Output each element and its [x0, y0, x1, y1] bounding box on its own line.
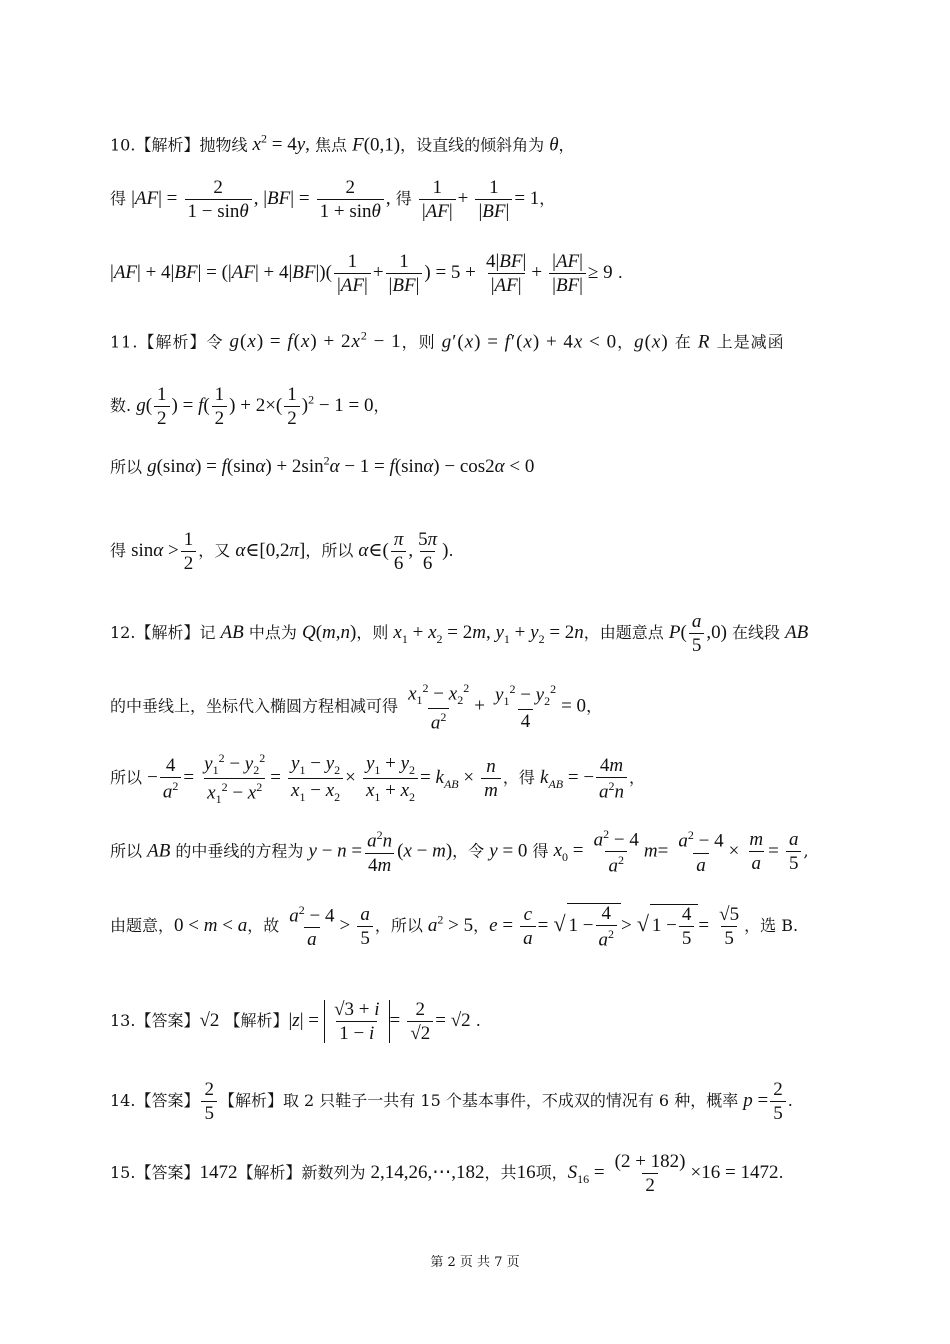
solution-10-line-2: 得 |AF| = $\frac{2}{1 - \sin\theta}$ , |BF| = $\frac{2}{1 + \sin\theta}$ , 得 $\frac{1}{|AF|}$ + $\frac{1}{|BF|}$ = 1， — [110, 177, 556, 222]
solution-11-line-2: 数. g( $\frac{1}{2}$ ) = f( $\frac{1}{2}$ ) + 2×( $\frac{1}{2}$ )$^2$ − 1 = 0， — [110, 384, 390, 429]
solution-12-line-3: 所以 − $\frac{4}{a^2}$ = $\frac{y_1^2 - y_2^2}{x_1^2 - x^2}$ = $\frac{y_1 - y_2}{x_1 - x_2}$ × $\frac{y_1 + y_2}{x_1 + x_2}$ = $k_{AB}$ × $\frac{n}{m}$ ，得 $k_{AB}$ = − $\frac{4m}{a^2n}$ ， — [110, 751, 646, 807]
solution-12-line-2: 的中垂线上，坐标代入椭圆方程相减可得 $\frac{x_1^2 - x_2^2}{a^2}$ + $\frac{y_1^2 - y_2^2}{4}$ = 0， — [110, 681, 603, 734]
answer-13: 13.【答案】√2 【解析】|z| = $\frac{√3 + i}{1 - i}$ = $\frac{2}{√2}$ = √2 . — [110, 999, 481, 1044]
solution-12-line-1: 12.【解析】记 AB 中点为 Q(m,n)，则 $x_1 + x_2 = 2m$, $y_1 + y_2 = 2n$，由题意点 P( $\frac{a}{5}$ ,0) 在线段 AB — [110, 611, 809, 656]
page-footer: 第 2 页 共 7 页 — [430, 1255, 520, 1270]
solution-10-line-1: 10.【解析】抛物线 $x^2 = 4y$, 焦点 F(0,1)，设直线的倾斜角为 θ， — [110, 132, 575, 156]
solution-10-line-3: |AF| + 4|BF| = (|AF| + 4|BF|)( $\frac{1}{|AF|}$ + $\frac{1}{|BF|}$ ) = 5 + $\frac{4|BF|}{|AF|}$ + $\frac{|AF|}{|BF|}$ ≥ 9 . — [110, 251, 623, 296]
solution-12-line-4: 所以 AB 的中垂线的方程为 y − n = $\frac{a^2n}{4m}$ (x − m)，令 y = 0 得 $x_0$ = $\frac{a^2 - 4}{a^2}$ m= $\frac{a^2 - 4}{a}$ × $\frac{m}{a}$ = $\frac{a}{5}$ , — [110, 827, 809, 877]
solution-12-line-5: 由题意，0 < m < a，故 $\frac{a^2 - 4}{a}$ > $\frac{a}{5}$ ，所以 $a^2 > 5$，e = $\frac{c}{a}$ = √ 1 − $\frac{4}{a^2}$ > √ 1 − $\frac{4}{5}$ = $\frac{√5}{5}$ ，选 B. — [110, 903, 799, 951]
answer-15: 15.【答案】1472【解析】新数列为 2,14,26,⋯,182，共16项，$S_{16}$ = $\frac{(2 + 182)}{2}$ ×16 = 1472. — [110, 1151, 784, 1196]
solution-11-line-4: 得 sinα > $\frac{1}{2}$ ，又 α∈[0,2π]，所以 α∈( $\frac{\pi}{6}$ , $\frac{5\pi}{6}$ ). — [110, 529, 454, 574]
answer-14: 14.【答案】 $\frac{2}{5}$ 【解析】取 2 只鞋子一共有 15 个基本事件，不成双的情况有 6 种，概率 p = $\frac{2}{5}$ . — [110, 1079, 793, 1124]
solution-11-line-3: 所以 $g(\sin\alpha) = f(\sin\alpha) + 2\sin^2\alpha - 1 = f(\sin\alpha) - \cos 2\alpha < 0$ — [110, 454, 535, 478]
solution-11-line-1: 11.【解析】令 $g(x) = f(x) + 2x^2 - 1$，则 g′(x) = f′(x) + 4x < 0，g(x) 在 R 上是减函 — [110, 329, 785, 353]
